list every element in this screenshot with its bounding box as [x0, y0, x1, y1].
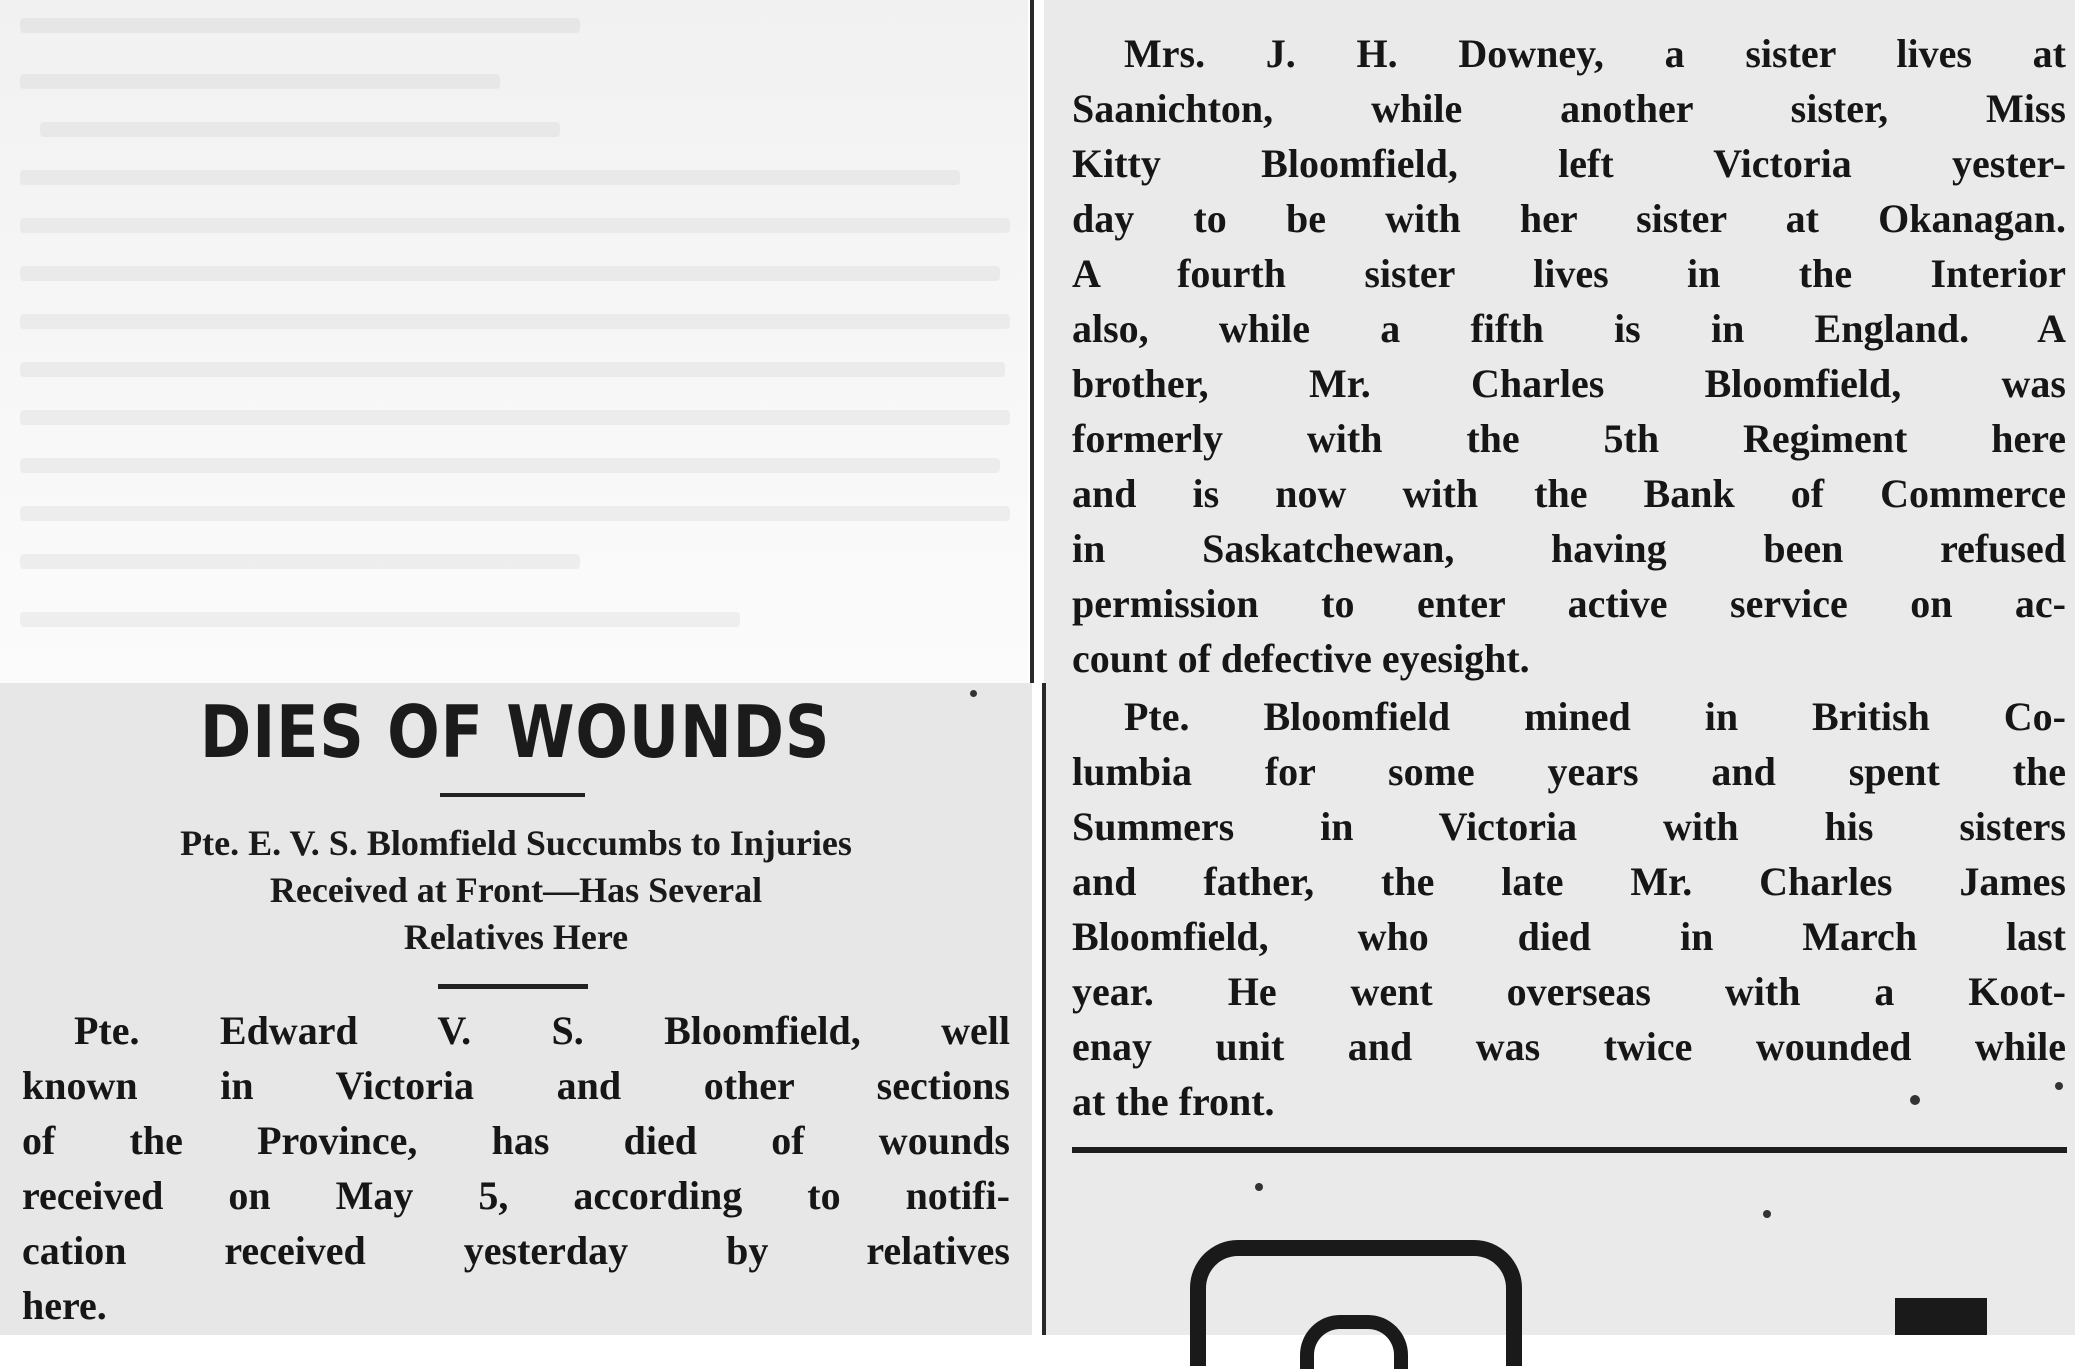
body-line: and is now with the Bank of Commerce [1072, 471, 2066, 516]
body-line: and father, the late Mr. Charles James [1072, 859, 2066, 904]
body-line: day to be with her sister at Okanagan. [1072, 196, 2066, 241]
subhead-rule [438, 984, 588, 989]
subhead-line: Pte. E. V. S. Blomfield Succumbs to Injuries [180, 823, 852, 863]
body-line: formerly with the 5th Regiment here [1072, 416, 2066, 461]
print-speck [1255, 1183, 1263, 1191]
print-speck [970, 690, 977, 697]
body-line: Pte. Bloomfield mined in British Co- [1124, 694, 2066, 739]
body-line: known in Victoria and other sections [22, 1063, 1010, 1108]
body-line: Summers in Victoria with his sisters [1072, 804, 2066, 849]
print-speck [1763, 1210, 1771, 1218]
column-rule-lower [1042, 683, 1046, 1335]
article-body-right-paragraph-2 [1072, 689, 2066, 1129]
article-body-left [22, 1003, 1010, 1333]
article-body-right-paragraph-1 [1072, 26, 2066, 686]
article-end-rule [1072, 1147, 2067, 1153]
body-line: Bloomfield, who died in March last [1072, 914, 2066, 959]
body-line: lumbia for some years and spent the [1072, 749, 2066, 794]
column-rule-upper [1030, 0, 1034, 683]
print-speck [2055, 1082, 2063, 1090]
body-line: brother, Mr. Charles Bloomfield, was [1072, 361, 2066, 406]
body-line: Mrs. J. H. Downey, a sister lives at [1124, 31, 2066, 76]
next-article-fragment-inner [1300, 1315, 1408, 1369]
body-line: count of defective eyesight. [1072, 636, 1530, 681]
headline-rule [440, 793, 585, 797]
subhead-line: Relatives Here [403, 917, 629, 957]
body-line: here. [22, 1283, 107, 1328]
body-line: Kitty Bloomfield, left Victoria yester- [1072, 141, 2066, 186]
body-line: also, while a fifth is in England. A [1072, 306, 2066, 351]
article-subheadline [10, 820, 1022, 961]
next-article-fragment-block [1895, 1298, 1987, 1335]
body-line: enay unit and was twice wounded while [1072, 1024, 2066, 1069]
subhead-line: Received at Front—Has Several [269, 870, 763, 910]
body-line: permission to enter active service on ac- [1072, 581, 2066, 626]
body-line: Saanichton, while another sister, Miss [1072, 86, 2066, 131]
print-speck [1910, 1095, 1920, 1105]
body-line: Pte. Edward V. S. Bloomfield, well [74, 1008, 1010, 1053]
body-line: year. He went overseas with a Koot- [1072, 969, 2066, 1014]
body-line: A fourth sister lives in the Interior [1072, 251, 2066, 296]
body-line: received on May 5, according to notifi- [22, 1173, 1010, 1218]
body-line: in Saskatchewan, having been refused [1072, 526, 2066, 571]
body-line: of the Province, has died of wounds [22, 1118, 1010, 1163]
body-line: cation received yesterday by relatives [22, 1228, 1010, 1273]
faded-clipping-fragment [0, 0, 1028, 683]
body-line: at the front. [1072, 1079, 1275, 1124]
article-headline: DIES OF WOUNDS [199, 690, 831, 774]
